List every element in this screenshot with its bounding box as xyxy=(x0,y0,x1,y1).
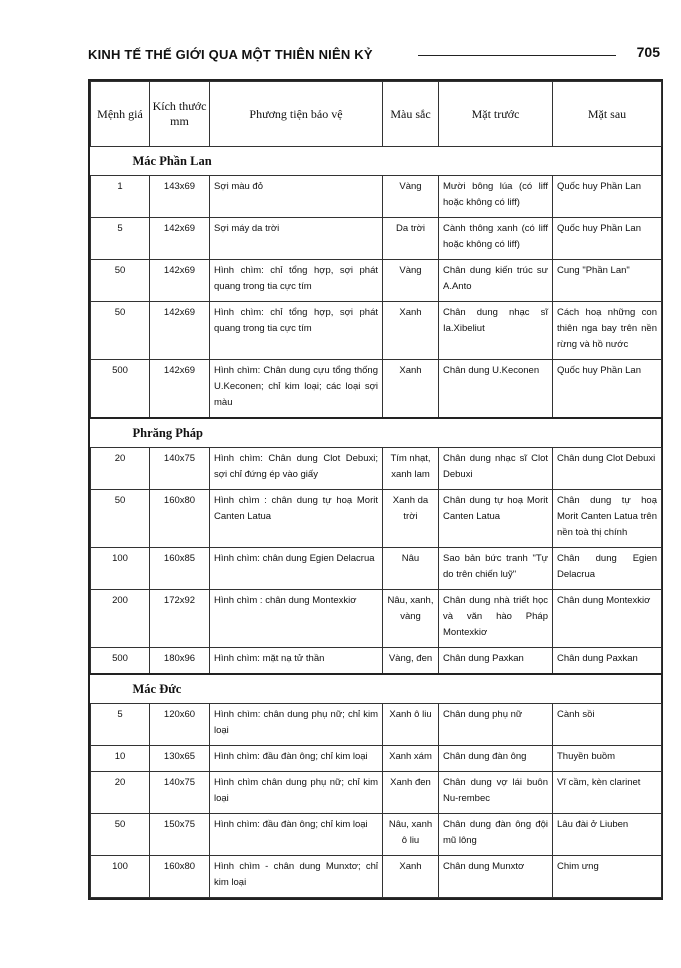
cell-front: Chân dung kiến trúc sư A.Anto xyxy=(439,260,553,302)
table-row xyxy=(91,772,662,814)
table-row xyxy=(91,648,662,675)
cell-back: Chân dung tự hoạ Morit Canten Latua trên nền toà thị chính xyxy=(553,490,662,548)
table-row xyxy=(91,548,662,590)
cell-front: Chân dung Munxtơ xyxy=(439,856,553,898)
cell-denomination: 100 xyxy=(91,548,150,590)
cell-size: 140x75 xyxy=(150,448,210,490)
cell-size: 160x80 xyxy=(150,490,210,548)
col-header-protection: Phương tiện bảo vệ xyxy=(210,82,383,147)
running-title: KINH TẾ THẾ GIỚI QUA MỘT THIÊN NIÊN KỶ xyxy=(88,47,373,62)
cell-back: Quốc huy Phần Lan xyxy=(553,218,662,260)
cell-back: Thuyền buồm xyxy=(553,746,662,772)
col-header-back: Mặt sau xyxy=(553,82,662,147)
cell-protection: Hình chìm: mặt nạ tử thần xyxy=(210,648,383,675)
cell-denomination: 100 xyxy=(91,856,150,898)
cell-front: Chân dung vợ lái buôn Nu-rembec xyxy=(439,772,553,814)
cell-protection: Hình chìm: chân dung phụ nữ; chỉ kim loại xyxy=(210,704,383,746)
cell-denomination: 500 xyxy=(91,648,150,675)
cell-color: Nâu, xanh, vàng xyxy=(383,590,439,648)
cell-front: Chân dung nhạc sĩ Ia.Xibeliut xyxy=(439,302,553,360)
cell-size: 142x69 xyxy=(150,302,210,360)
cell-protection: Hình chìm: chỉ tổng hợp, sợi phát quang trong tia cực tím xyxy=(210,260,383,302)
cell-denomination: 20 xyxy=(91,772,150,814)
cell-size: 142x69 xyxy=(150,360,210,419)
section-title: Phrăng Pháp xyxy=(91,418,662,448)
table-header-row xyxy=(91,82,662,147)
cell-size: 120x60 xyxy=(150,704,210,746)
cell-denomination: 50 xyxy=(91,260,150,302)
cell-protection: Sợi máy da trời xyxy=(210,218,383,260)
cell-protection: Hình chìm - chân dung Munxtơ; chỉ kim loại xyxy=(210,856,383,898)
cell-color: Vàng xyxy=(383,176,439,218)
col-header-denomination: Mệnh giá xyxy=(91,82,150,147)
col-header-color: Màu sắc xyxy=(383,82,439,147)
cell-color: Xanh xyxy=(383,360,439,419)
cell-color: Nâu xyxy=(383,548,439,590)
cell-denomination: 200 xyxy=(91,590,150,648)
table-row xyxy=(91,360,662,419)
table-row xyxy=(91,490,662,548)
section-row xyxy=(91,674,662,704)
cell-size: 160x80 xyxy=(150,856,210,898)
cell-size: 160x85 xyxy=(150,548,210,590)
page-number: 705 xyxy=(636,44,660,60)
banknote-table xyxy=(90,81,662,898)
cell-front: Chân dung nhà triết học và văn hào Pháp Montexkiơ xyxy=(439,590,553,648)
cell-size: 140x75 xyxy=(150,772,210,814)
cell-front: Chân dung nhạc sĩ Clot Debuxi xyxy=(439,448,553,490)
cell-size: 142x69 xyxy=(150,218,210,260)
header-rule xyxy=(418,55,616,56)
cell-color: Vàng xyxy=(383,260,439,302)
cell-front: Chân dung đàn ông đội mũ lông xyxy=(439,814,553,856)
cell-color: Vàng, đen xyxy=(383,648,439,675)
cell-denomination: 5 xyxy=(91,704,150,746)
cell-back: Lâu đài ở Liuben xyxy=(553,814,662,856)
cell-size: 172x92 xyxy=(150,590,210,648)
cell-size: 150x75 xyxy=(150,814,210,856)
cell-protection: Hình chìm: đầu đàn ông; chỉ kim loại xyxy=(210,746,383,772)
table-row xyxy=(91,704,662,746)
cell-front: Sao bản bức tranh "Tự do trên chiến luỹ" xyxy=(439,548,553,590)
cell-denomination: 50 xyxy=(91,302,150,360)
table-row xyxy=(91,176,662,218)
cell-size: 143x69 xyxy=(150,176,210,218)
table-body xyxy=(91,147,662,898)
cell-back: Chân dung Clot Debuxi xyxy=(553,448,662,490)
table-row xyxy=(91,856,662,898)
cell-front: Chân dung tự hoạ Morit Canten Latua xyxy=(439,490,553,548)
cell-back: Vĩ cầm, kèn clarinet xyxy=(553,772,662,814)
cell-size: 142x69 xyxy=(150,260,210,302)
cell-color: Xanh xyxy=(383,302,439,360)
page-header xyxy=(88,44,660,66)
cell-color: Xanh ô liu xyxy=(383,704,439,746)
cell-color: Tím nhạt, xanh lam xyxy=(383,448,439,490)
cell-protection: Hình chìm : chân dung Montexkiơ xyxy=(210,590,383,648)
cell-protection: Hình chìm: Chân dung cựu tổng thống U.Keconen; chỉ kim loại; các loại sợi màu xyxy=(210,360,383,419)
cell-protection: Hình chìm: đầu đàn ông; chỉ kim loại xyxy=(210,814,383,856)
cell-color: Da trời xyxy=(383,218,439,260)
cell-back: Chân dung Egien Delacrua xyxy=(553,548,662,590)
table-row xyxy=(91,260,662,302)
cell-color: Xanh xám xyxy=(383,746,439,772)
cell-front: Cành thông xanh (có liff hoặc không có liff) xyxy=(439,218,553,260)
section-row xyxy=(91,418,662,448)
cell-back: Quốc huy Phần Lan xyxy=(553,360,662,419)
cell-color: Xanh da trời xyxy=(383,490,439,548)
cell-denomination: 10 xyxy=(91,746,150,772)
cell-color: Nâu, xanh ô liu xyxy=(383,814,439,856)
cell-denomination: 20 xyxy=(91,448,150,490)
cell-protection: Hình chìm: Chân dung Clot Debuxi; sợi chỉ đứng ép vào giấy xyxy=(210,448,383,490)
table-row xyxy=(91,218,662,260)
cell-protection: Sợi màu đỏ xyxy=(210,176,383,218)
cell-size: 130x65 xyxy=(150,746,210,772)
cell-color: Xanh xyxy=(383,856,439,898)
cell-color: Xanh đen xyxy=(383,772,439,814)
cell-denomination: 1 xyxy=(91,176,150,218)
section-row xyxy=(91,147,662,176)
table-row xyxy=(91,746,662,772)
cell-back: Chân dung Montexkiơ xyxy=(553,590,662,648)
cell-front: Chân dung Paxkan xyxy=(439,648,553,675)
cell-back: Cung "Phần Lan" xyxy=(553,260,662,302)
cell-size: 180x96 xyxy=(150,648,210,675)
cell-protection: Hình chìm chân dung phụ nữ; chỉ kim loại xyxy=(210,772,383,814)
cell-protection: Hình chìm: chân dung Egien Delacrua xyxy=(210,548,383,590)
col-header-front: Mặt trước xyxy=(439,82,553,147)
cell-denomination: 50 xyxy=(91,814,150,856)
table-row xyxy=(91,590,662,648)
cell-denomination: 5 xyxy=(91,218,150,260)
cell-back: Chân dung Paxkan xyxy=(553,648,662,675)
cell-front: Mười bông lúa (có liff hoặc không có liff) xyxy=(439,176,553,218)
cell-back: Quốc huy Phần Lan xyxy=(553,176,662,218)
cell-front: Chân dung đàn ông xyxy=(439,746,553,772)
section-title: Mác Phần Lan xyxy=(91,147,662,176)
table-row xyxy=(91,448,662,490)
table-row xyxy=(91,302,662,360)
cell-back: Chim ưng xyxy=(553,856,662,898)
cell-denomination: 50 xyxy=(91,490,150,548)
cell-back: Cành sồi xyxy=(553,704,662,746)
banknote-table-frame xyxy=(88,79,663,900)
cell-denomination: 500 xyxy=(91,360,150,419)
section-title: Mác Đức xyxy=(91,674,662,704)
cell-front: Chân dung U.Keconen xyxy=(439,360,553,419)
cell-protection: Hình chìm: chỉ tổng hợp, sợi phát quang trong tia cực tím xyxy=(210,302,383,360)
cell-front: Chân dung phụ nữ xyxy=(439,704,553,746)
cell-protection: Hình chìm : chân dung tự hoạ Morit Canten Latua xyxy=(210,490,383,548)
col-header-size: Kích thước mm xyxy=(150,82,210,147)
table-row xyxy=(91,814,662,856)
cell-back: Cách hoạ những con thiên nga bay trên nền rừng và hồ nước xyxy=(553,302,662,360)
